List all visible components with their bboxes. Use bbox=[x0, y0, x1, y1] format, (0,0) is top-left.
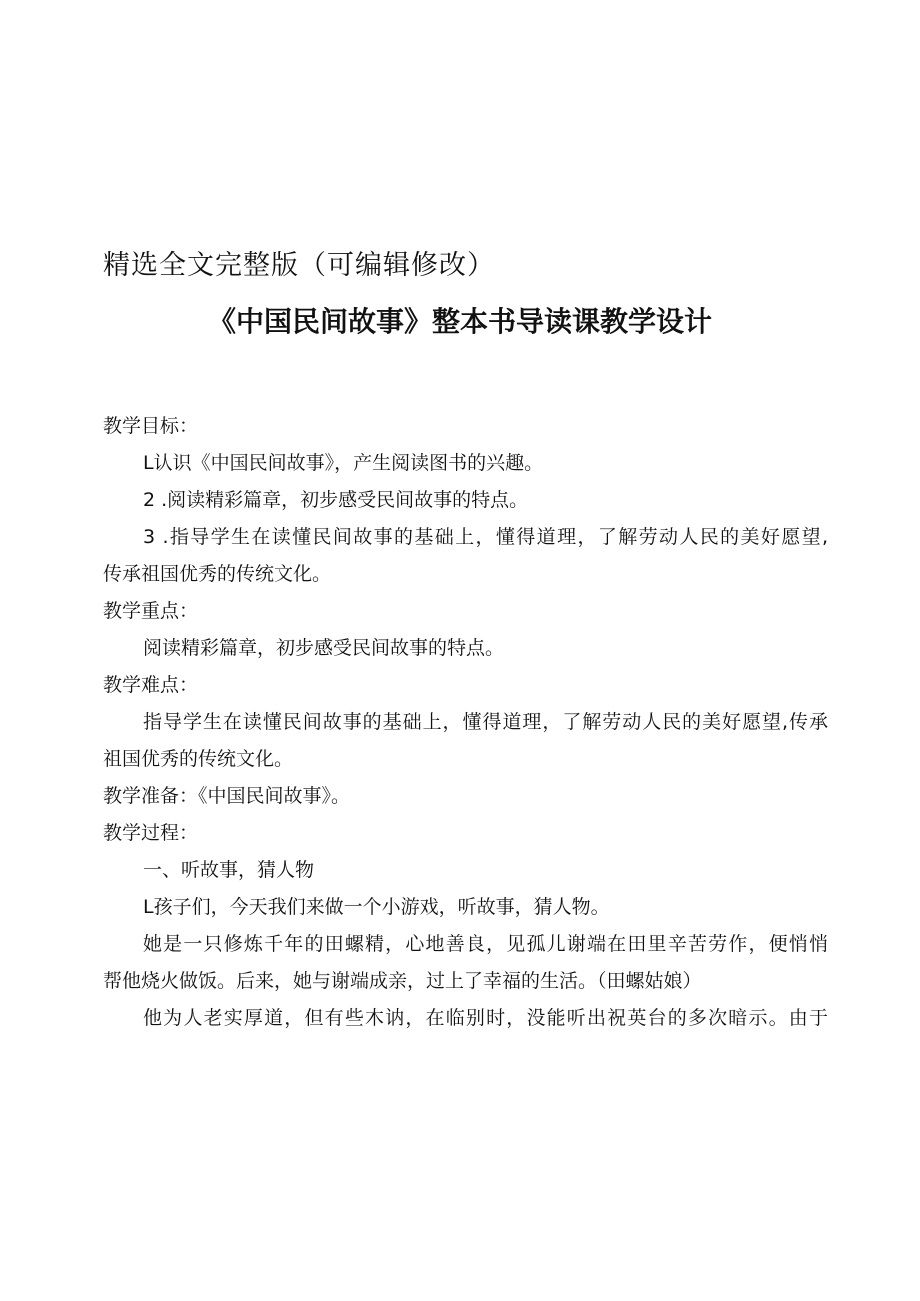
story-2-line-1: 他为人老实厚道，但有些木讷，在临别时，没能听出祝英台的多次暗示。由于 bbox=[143, 1007, 828, 1029]
difficulty-text-line-2: 祖国优秀的传统文化。 bbox=[103, 748, 294, 770]
page-title: 《中国民间故事》整本书导读课教学设计 bbox=[207, 305, 712, 338]
story-1-line-1: 她是一只修炼千年的田螺精，心地善良，见孤儿谢端在田里辛苦劳作，便悄悄 bbox=[143, 933, 828, 955]
preparation-line: 教学准备：《中国民间故事》。 bbox=[103, 785, 351, 807]
story-1-line-2: 帮他烧火做饭。后来，她与谢端成亲，过上了幸福的生活。（田螺姑娘） bbox=[103, 970, 702, 992]
objective-item-1: L认识《中国民间故事》，产生阅读图书的兴趣。 bbox=[143, 452, 544, 474]
objective-item-3-line-2: 传承祖国优秀的传统文化。 bbox=[103, 563, 332, 585]
difficulty-heading: 教学难点： bbox=[103, 674, 199, 696]
process-paragraph-1: L孩子们，今天我们来做一个小游戏，听故事，猜人物。 bbox=[143, 896, 610, 918]
objective-item-2: 2 .阅读精彩篇章，初步感受民间故事的特点。 bbox=[143, 489, 529, 511]
document-header: 精选全文完整版（可编辑修改） bbox=[103, 250, 495, 281]
key-points-heading: 教学重点： bbox=[103, 600, 199, 622]
objectives-heading: 教学目标： bbox=[103, 415, 199, 437]
section-1-heading: 一、听故事，猜人物 bbox=[143, 859, 315, 881]
objective-item-3-line-1: 3 .指导学生在读懂民间故事的基础上，懂得道理，了解劳动人民的美好愿望, bbox=[143, 526, 828, 548]
process-heading: 教学过程： bbox=[103, 822, 199, 844]
difficulty-text-line-1: 指导学生在读懂民间故事的基础上，懂得道理，了解劳动人民的美好愿望,传承 bbox=[143, 711, 828, 733]
document-body bbox=[103, 408, 828, 1037]
key-points-text: 阅读精彩篇章，初步感受民间故事的特点。 bbox=[143, 637, 505, 659]
